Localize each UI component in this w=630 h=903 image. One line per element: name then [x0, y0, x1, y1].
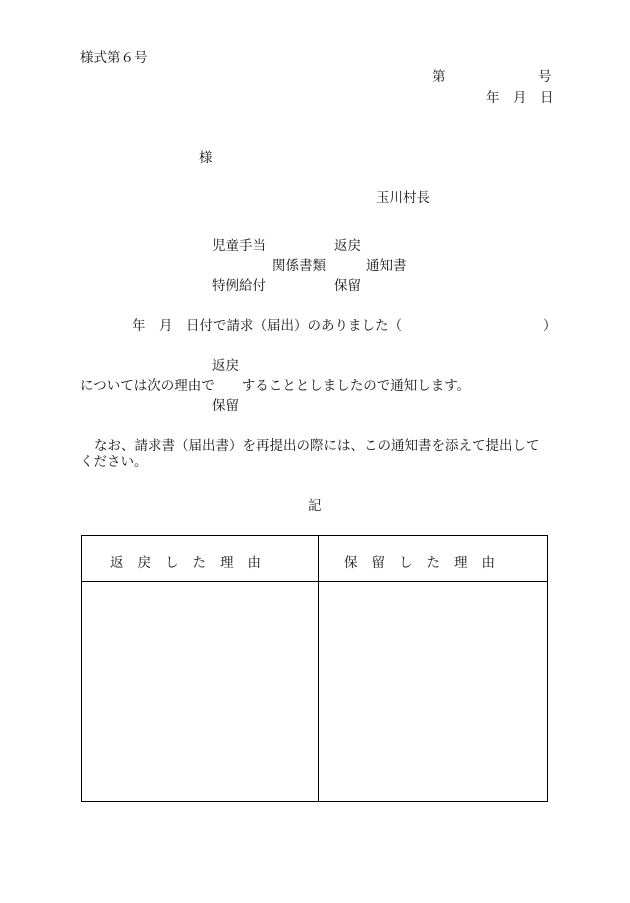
cell-hold-reason [319, 582, 547, 802]
reason-hold-label: 保留 [212, 398, 239, 414]
reason-return-label: 返戻 [212, 358, 239, 374]
cell-return-reason [82, 582, 318, 802]
request-line: 年 月 日付で請求（届出）のありました（ [132, 318, 402, 334]
resubmission-note: なお、請求書（届出書）を再提出の際には、この通知書を添えて提出してください。 [80, 438, 540, 470]
doc-number-suffix: 号 [538, 69, 552, 85]
allowance-special: 特例給付 [212, 278, 266, 294]
allowance-hold-label: 保留 [334, 278, 361, 294]
allowance-child: 児童手当 [212, 238, 266, 254]
header-hold-reason: 保留した理由 [344, 555, 509, 571]
ki-label: 記 [308, 498, 322, 514]
doc-number-prefix: 第 [432, 69, 446, 85]
form-number: 様式第６号 [80, 50, 148, 66]
header-return-reason: 返戻した理由 [110, 555, 275, 571]
allowance-return-label: 返戻 [334, 238, 361, 254]
allowance-documents: 関係書類 [272, 258, 326, 274]
allowance-notice: 通知書 [366, 258, 407, 274]
issuer-name: 玉川村長 [376, 190, 430, 206]
reason-table [81, 535, 548, 802]
addressee-suffix: 様 [199, 150, 213, 166]
request-line-close: ） [543, 318, 557, 334]
date-line: 年 月 日 [486, 90, 554, 106]
reason-main-text: については次の理由で することとしましたので通知します。 [80, 378, 471, 394]
